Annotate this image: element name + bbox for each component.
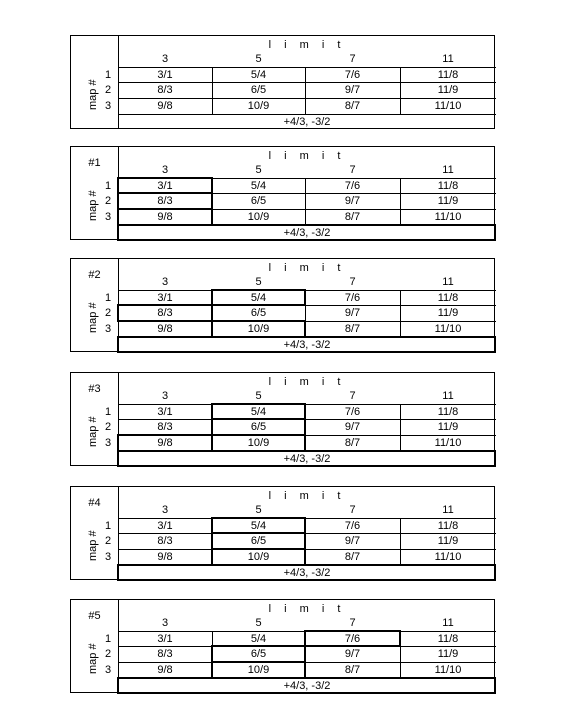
table-cell: 10/9 [247, 211, 270, 223]
table-gridline [118, 533, 496, 534]
table-cell: 11/8 [437, 520, 459, 532]
row-label: 3 [104, 323, 112, 335]
column-header: 11 [442, 504, 454, 516]
limit-table [70, 35, 495, 129]
row-label: 1 [104, 180, 112, 192]
table-cell: 3/1 [157, 406, 173, 418]
table-footer: +4/3, -3/2 [283, 680, 331, 692]
limit-header: l i m i t [268, 490, 346, 502]
table-cell: 3/1 [157, 69, 173, 81]
column-header: 7 [349, 53, 356, 65]
column-header: 3 [161, 164, 169, 176]
column-header: 7 [349, 617, 356, 629]
column-header: 3 [161, 53, 169, 65]
highlighted-footer [117, 677, 496, 694]
table-gridline [118, 67, 496, 68]
limit-table [70, 258, 495, 352]
highlighted-footer [117, 564, 496, 581]
table-cell: 9/7 [344, 648, 361, 660]
table-cell: 3/1 [157, 520, 173, 532]
table-cell: 9/8 [157, 664, 173, 676]
table-cell: 10/9 [247, 100, 270, 112]
table-cell: 10/9 [247, 664, 270, 676]
table-gridline [118, 290, 496, 291]
table-cell: 10/9 [247, 437, 270, 449]
column-header: 5 [255, 390, 262, 402]
table-cell: 7/6 [344, 633, 361, 645]
limit-table [70, 599, 495, 693]
table-title: #1 [88, 157, 101, 169]
table-gridline [118, 419, 496, 420]
table-cell: 9/8 [157, 100, 173, 112]
table-cell: 8/7 [344, 211, 361, 223]
table-cell: 11/8 [437, 406, 459, 418]
table-cell: 9/7 [344, 535, 361, 547]
table-cell: 9/8 [157, 551, 173, 563]
table-cell: 7/6 [344, 406, 361, 418]
table-cell: 9/8 [157, 323, 173, 335]
map-label: map # [87, 302, 99, 333]
column-header: 11 [442, 53, 454, 65]
table-cell: 6/5 [250, 535, 267, 547]
row-label: 3 [104, 211, 112, 223]
table-cell: 6/5 [250, 84, 267, 96]
highlighted-footer [117, 450, 496, 467]
table-cell: 3/1 [157, 292, 173, 304]
table-cell: 11/10 [434, 323, 462, 335]
table-footer: +4/3, -3/2 [283, 453, 331, 465]
table-cell: 5/4 [250, 180, 267, 192]
column-header: 11 [442, 617, 454, 629]
table-cell: 10/9 [247, 551, 270, 563]
table-cell: 8/7 [344, 551, 361, 563]
table-cell: 5/4 [250, 406, 267, 418]
row-label: 3 [104, 437, 112, 449]
table-cell: 5/4 [250, 520, 267, 532]
table-footer: +4/3, -3/2 [283, 116, 331, 128]
row-label: 1 [104, 406, 112, 418]
column-header: 3 [161, 617, 169, 629]
map-label: map # [87, 79, 99, 110]
highlighted-cell [304, 630, 401, 647]
map-label: map # [87, 643, 99, 674]
table-cell: 11/8 [437, 69, 459, 81]
table-cell: 9/7 [344, 84, 361, 96]
table-cell: 11/10 [434, 437, 462, 449]
table-cell: 11/8 [437, 633, 459, 645]
table-cell: 11/9 [437, 84, 459, 96]
row-label: 3 [104, 100, 112, 112]
column-header: 11 [442, 164, 454, 176]
table-cell: 9/8 [157, 211, 173, 223]
table-footer: +4/3, -3/2 [283, 227, 331, 239]
table-cell: 6/5 [250, 648, 267, 660]
table-title: #2 [88, 269, 101, 281]
row-label: 2 [104, 535, 112, 547]
table-cell: 10/9 [247, 323, 270, 335]
table-cell: 11/9 [437, 307, 459, 319]
table-cell: 11/9 [437, 421, 459, 433]
table-cell: 11/8 [437, 292, 459, 304]
table-title: #4 [88, 497, 101, 509]
table-cell: 8/7 [344, 100, 361, 112]
table-footer: +4/3, -3/2 [283, 567, 331, 579]
column-header: 11 [442, 390, 454, 402]
table-cell: 6/5 [250, 421, 267, 433]
table-cell: 8/7 [344, 437, 361, 449]
table-cell: 8/3 [157, 648, 173, 660]
table-gridline [118, 114, 496, 115]
table-cell: 7/6 [344, 69, 361, 81]
table-cell: 11/9 [437, 195, 459, 207]
table-cell: 9/7 [344, 421, 361, 433]
column-header: 5 [255, 164, 262, 176]
table-cell: 3/1 [157, 633, 173, 645]
table-cell: 5/4 [250, 292, 267, 304]
table-cell: 8/3 [157, 307, 173, 319]
row-label: 1 [104, 633, 112, 645]
table-cell: 9/7 [344, 307, 361, 319]
limit-header: l i m i t [268, 603, 346, 615]
row-label: 2 [104, 648, 112, 660]
table-gridline [118, 518, 496, 519]
table-title: #3 [88, 383, 101, 395]
table-gridline [118, 404, 496, 405]
row-label: 2 [104, 307, 112, 319]
column-header: 7 [349, 164, 356, 176]
table-cell: 3/1 [157, 180, 173, 192]
table-cell: 11/10 [434, 100, 462, 112]
highlighted-footer [117, 224, 496, 241]
table-cell: 8/3 [157, 195, 173, 207]
column-header: 5 [255, 276, 262, 288]
table-cell: 5/4 [250, 633, 267, 645]
table-cell: 11/9 [437, 648, 459, 660]
limit-header: l i m i t [268, 39, 346, 51]
table-cell: 9/7 [344, 195, 361, 207]
table-cell: 11/9 [437, 535, 459, 547]
row-label: 3 [104, 551, 112, 563]
table-cell: 9/8 [157, 437, 173, 449]
row-label: 2 [104, 195, 112, 207]
table-cell: 8/7 [344, 664, 361, 676]
table-cell: 7/6 [344, 180, 361, 192]
table-cell: 8/3 [157, 421, 173, 433]
column-header: 3 [161, 504, 169, 516]
table-cell: 8/3 [157, 535, 173, 547]
column-header: 7 [349, 276, 356, 288]
table-cell: 7/6 [344, 292, 361, 304]
limit-table [70, 146, 495, 240]
map-label: map # [87, 190, 99, 221]
table-cell: 5/4 [250, 69, 267, 81]
limit-header: l i m i t [268, 150, 346, 162]
row-label: 1 [104, 69, 112, 81]
table-cell: 7/6 [344, 520, 361, 532]
table-title: #5 [88, 610, 101, 622]
map-label: map # [87, 416, 99, 447]
table-cell: 8/3 [157, 84, 173, 96]
column-header: 5 [255, 504, 262, 516]
limit-table [70, 372, 495, 466]
limit-table [70, 486, 495, 580]
column-header: 5 [255, 53, 262, 65]
row-label: 2 [104, 84, 112, 96]
table-gridline [118, 662, 496, 663]
row-label: 3 [104, 664, 112, 676]
column-header: 3 [161, 390, 169, 402]
highlighted-cell [117, 304, 213, 322]
row-label: 1 [104, 292, 112, 304]
column-header: 7 [349, 390, 356, 402]
map-label: map # [87, 530, 99, 561]
limit-header: l i m i t [268, 376, 346, 388]
table-cell: 11/10 [434, 211, 462, 223]
table-footer: +4/3, -3/2 [283, 339, 331, 351]
column-header: 11 [442, 276, 454, 288]
highlighted-footer [117, 336, 496, 353]
table-cell: 11/10 [434, 664, 462, 676]
table-gridline [118, 549, 496, 550]
table-gridline [118, 98, 496, 99]
table-cell: 8/7 [344, 323, 361, 335]
table-cell: 11/8 [437, 180, 459, 192]
highlighted-cell [211, 289, 306, 306]
table-gridline [118, 82, 496, 83]
column-header: 5 [255, 617, 262, 629]
table-cell: 6/5 [250, 307, 267, 319]
table-cell: 6/5 [250, 195, 267, 207]
column-header: 7 [349, 504, 356, 516]
column-header: 3 [161, 276, 169, 288]
row-label: 2 [104, 421, 112, 433]
table-cell: 11/10 [434, 551, 462, 563]
limit-header: l i m i t [268, 262, 346, 274]
row-label: 1 [104, 520, 112, 532]
